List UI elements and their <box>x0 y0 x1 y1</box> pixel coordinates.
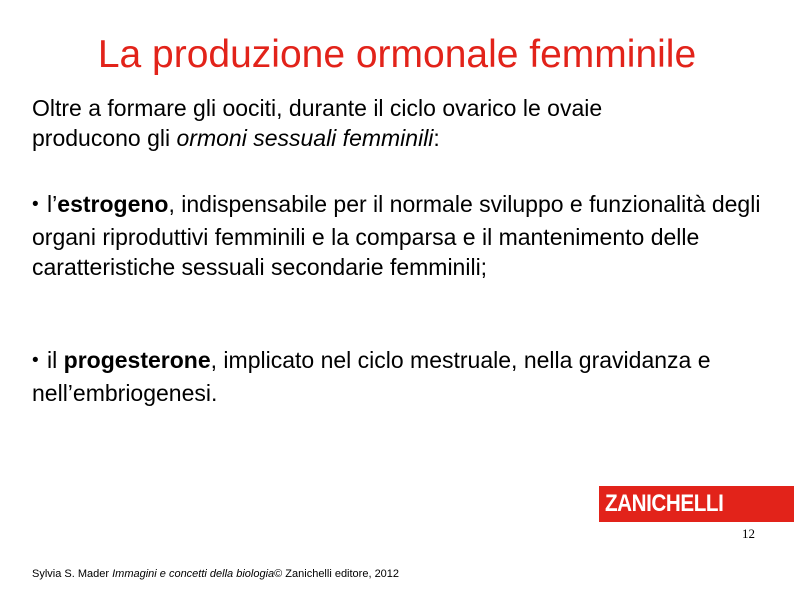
footer-credit <box>32 567 399 581</box>
bullet-icon: • <box>32 350 39 371</box>
slide-title: La produzione ormonale femminile <box>97 33 697 76</box>
footer-publisher: © Zanichelli editore, 2012 <box>274 568 400 580</box>
intro-line-1: Oltre a formare gli oociti, durante il ciclo ovarico le ovaie <box>32 95 603 121</box>
bullet-text: , indispensabile per il normale sviluppo e funzionalità degli organi riproduttivi femminili e la comparsa e il mantenimento delle caratteristiche sessuali secondarie femminili; <box>32 191 761 280</box>
intro-line-2-lead: producono gli <box>32 125 177 151</box>
footer-author: Sylvia S. Mader <box>32 568 113 580</box>
bullet-lead: l’ <box>40 191 58 217</box>
bullet-lead: il <box>40 347 64 373</box>
bullet-text: , implicato nel ciclo mestruale, nella gravidanza e nell’embriogenesi. <box>32 347 711 406</box>
bullet-term: progesterone <box>63 347 211 373</box>
intro-line-2-tail: : <box>433 125 440 151</box>
bullet-icon: • <box>32 194 39 215</box>
intro-emphasis: ormoni sessuali femminili <box>176 125 434 151</box>
page-number: 12 <box>742 526 755 541</box>
bullet-item-progesterone <box>32 345 782 408</box>
zanichelli-logo <box>599 486 794 522</box>
bullet-item-estrogeno <box>32 189 782 282</box>
intro-paragraph <box>32 93 782 153</box>
footer-book-title: Immagini e concetti della biologia <box>112 568 275 580</box>
logo-text: ZANICHELLI <box>605 490 724 517</box>
bullet-term: estrogeno <box>57 191 169 217</box>
